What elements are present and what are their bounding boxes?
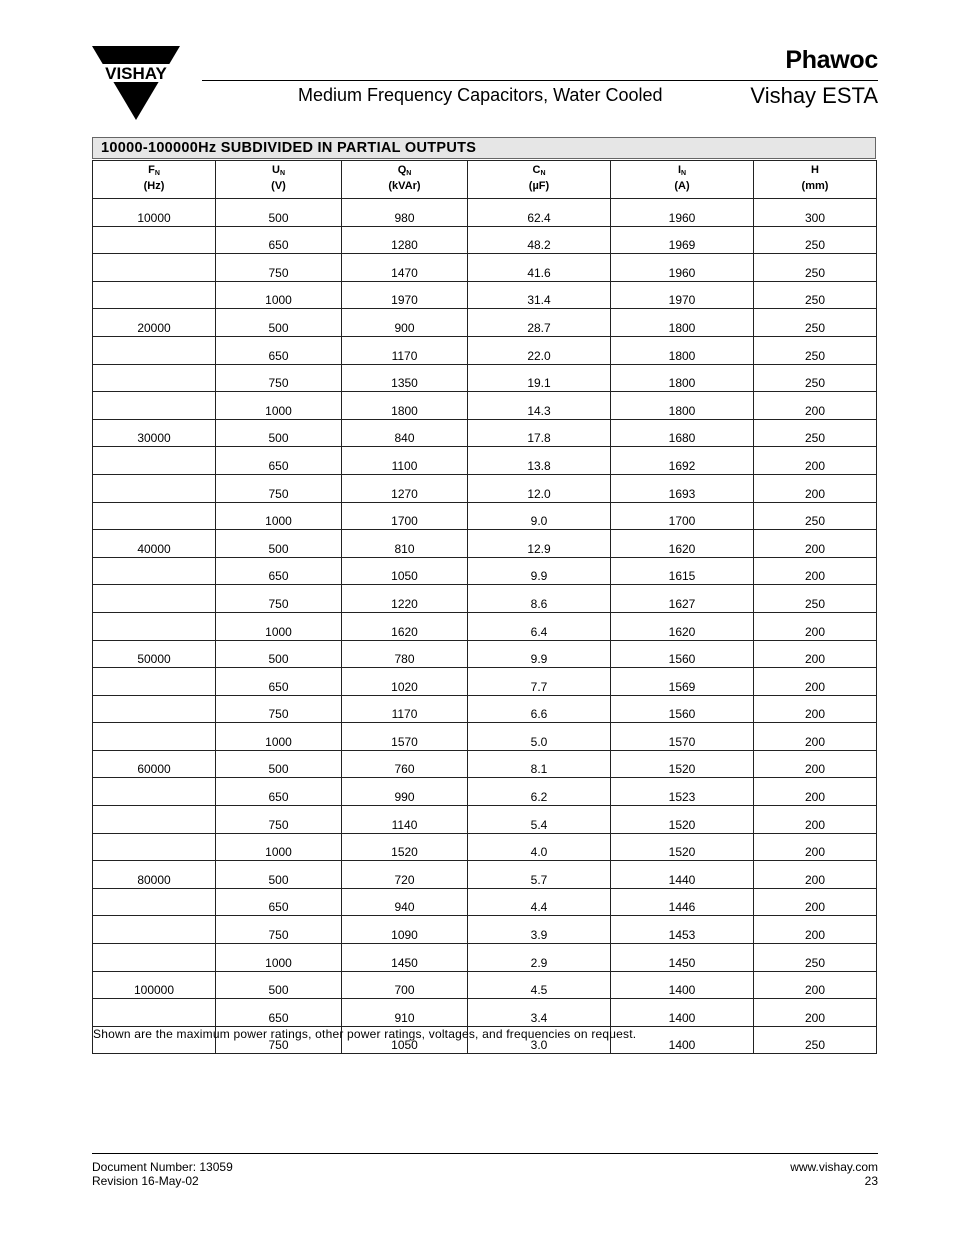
table-cell: 1050 — [342, 1026, 468, 1054]
table-cell: 200 — [754, 612, 877, 640]
footer-left — [92, 1160, 233, 1188]
table-row — [93, 750, 877, 778]
table-cell — [93, 392, 216, 420]
table-cell: 750 — [216, 1026, 342, 1054]
table-row — [93, 778, 877, 806]
table-cell: 13.8 — [468, 447, 611, 475]
section-title: 10000-100000Hz SUBDIVIDED IN PARTIAL OUTPUTS — [92, 137, 876, 159]
table-cell: 200 — [754, 723, 877, 751]
table-cell: 500 — [216, 530, 342, 558]
table-row — [93, 392, 877, 420]
table-row — [93, 447, 877, 475]
table-cell: 1569 — [611, 668, 754, 696]
table-row — [93, 888, 877, 916]
table-cell: 7.7 — [468, 668, 611, 696]
table-cell — [93, 281, 216, 309]
vishay-logo — [92, 46, 180, 120]
table-cell: 4.4 — [468, 888, 611, 916]
table-cell: 6.4 — [468, 612, 611, 640]
table-row — [93, 999, 877, 1027]
table-cell: 1700 — [611, 502, 754, 530]
table-cell: 200 — [754, 778, 877, 806]
table-cell: 720 — [342, 861, 468, 889]
table-row — [93, 474, 877, 502]
table-cell: 1170 — [342, 695, 468, 723]
table-cell: 1570 — [342, 723, 468, 751]
table-cell: 1000 — [216, 502, 342, 530]
table-cell — [93, 723, 216, 751]
table-cell: 1620 — [342, 612, 468, 640]
table-cell: 1090 — [342, 916, 468, 944]
table-row — [93, 364, 877, 392]
table-cell: 9.9 — [468, 640, 611, 668]
table-cell: 1000 — [216, 833, 342, 861]
table-cell: 10000 — [93, 199, 216, 227]
table-cell: 760 — [342, 750, 468, 778]
table-cell — [93, 999, 216, 1027]
table-cell: 1692 — [611, 447, 754, 475]
table-cell: 1140 — [342, 806, 468, 834]
table-cell — [93, 254, 216, 282]
ratings-table — [92, 160, 877, 1054]
table-cell: 3.0 — [468, 1026, 611, 1054]
table-header-row — [93, 161, 877, 199]
table-cell: 200 — [754, 888, 877, 916]
table-cell: 1020 — [342, 668, 468, 696]
table-cell: 750 — [216, 585, 342, 613]
column-header: $U_N$ (V) — [216, 161, 342, 199]
table-row — [93, 861, 877, 889]
table-cell: 250 — [754, 254, 877, 282]
table-cell — [93, 585, 216, 613]
table-cell: 40000 — [93, 530, 216, 558]
table-row — [93, 419, 877, 447]
table-cell — [93, 944, 216, 972]
table-row — [93, 557, 877, 585]
table-cell: 1560 — [611, 695, 754, 723]
column-header: $C_N$ (µF) — [468, 161, 611, 199]
table-cell: 20000 — [93, 309, 216, 337]
table-cell: 1570 — [611, 723, 754, 751]
document-number: Document Number: 13059 — [92, 1160, 233, 1174]
table-cell: 1620 — [611, 612, 754, 640]
table-cell: 1000 — [216, 723, 342, 751]
table-cell: 200 — [754, 833, 877, 861]
table-cell: 3.9 — [468, 916, 611, 944]
table-cell: 250 — [754, 226, 877, 254]
table-cell: 750 — [216, 806, 342, 834]
table-cell: 1680 — [611, 419, 754, 447]
table-cell: 17.8 — [468, 419, 611, 447]
table-cell — [93, 695, 216, 723]
table-cell: 1560 — [611, 640, 754, 668]
table-cell: 700 — [342, 971, 468, 999]
table-cell: 250 — [754, 281, 877, 309]
table-row — [93, 612, 877, 640]
table-cell: 750 — [216, 254, 342, 282]
table-cell: 500 — [216, 861, 342, 889]
table-row — [93, 199, 877, 227]
table-row — [93, 336, 877, 364]
column-header: H (mm) — [754, 161, 877, 199]
table-cell: 200 — [754, 806, 877, 834]
table-cell — [93, 806, 216, 834]
table-cell: 1100 — [342, 447, 468, 475]
table-cell: 650 — [216, 557, 342, 585]
table-cell: 8.1 — [468, 750, 611, 778]
table-cell: 200 — [754, 695, 877, 723]
page-title: Phawoc — [785, 46, 878, 74]
table-cell — [93, 668, 216, 696]
table-cell: 80000 — [93, 861, 216, 889]
table-cell: 4.0 — [468, 833, 611, 861]
table-row — [93, 695, 877, 723]
table-cell: 30000 — [93, 419, 216, 447]
table-cell — [93, 364, 216, 392]
table-cell: 1800 — [342, 392, 468, 420]
table-cell: 1000 — [216, 612, 342, 640]
table-row — [93, 640, 877, 668]
table-cell: 1453 — [611, 916, 754, 944]
table-cell: 200 — [754, 971, 877, 999]
table-cell: 1960 — [611, 254, 754, 282]
table-cell: 250 — [754, 309, 877, 337]
table-row — [93, 309, 877, 337]
table-row — [93, 254, 877, 282]
table-cell: 6.6 — [468, 695, 611, 723]
table-cell: 62.4 — [468, 199, 611, 227]
table-cell — [93, 474, 216, 502]
table-cell: 750 — [216, 916, 342, 944]
table-row — [93, 281, 877, 309]
table-cell: 1446 — [611, 888, 754, 916]
table-row — [93, 833, 877, 861]
table-cell: 810 — [342, 530, 468, 558]
table-row — [93, 806, 877, 834]
table-cell: 3.4 — [468, 999, 611, 1027]
table-cell: 250 — [754, 1026, 877, 1054]
table-cell: 1615 — [611, 557, 754, 585]
table-cell: 200 — [754, 861, 877, 889]
table-cell: 250 — [754, 336, 877, 364]
table-cell: 200 — [754, 668, 877, 696]
table-cell: 1000 — [216, 281, 342, 309]
table-cell: 1800 — [611, 392, 754, 420]
table-row — [93, 530, 877, 558]
table-cell: 9.0 — [468, 502, 611, 530]
table-cell — [93, 778, 216, 806]
table-cell: 300 — [754, 199, 877, 227]
table-cell: 650 — [216, 999, 342, 1027]
table-cell — [93, 336, 216, 364]
table-cell: 910 — [342, 999, 468, 1027]
table-row — [93, 668, 877, 696]
table-cell: 750 — [216, 364, 342, 392]
table-cell: 500 — [216, 419, 342, 447]
table-cell: 250 — [754, 944, 877, 972]
table-cell: 200 — [754, 916, 877, 944]
table-cell: 28.7 — [468, 309, 611, 337]
footer-rule — [92, 1153, 878, 1154]
column-header: $I_N$ (A) — [611, 161, 754, 199]
table-cell: 1350 — [342, 364, 468, 392]
table-cell: 1270 — [342, 474, 468, 502]
table-cell: 1000 — [216, 944, 342, 972]
table-cell: 1470 — [342, 254, 468, 282]
table-cell: 1450 — [611, 944, 754, 972]
table-cell: 1520 — [342, 833, 468, 861]
table-cell: 100000 — [93, 971, 216, 999]
table-cell: 250 — [754, 419, 877, 447]
table-cell: 1170 — [342, 336, 468, 364]
column-header: $Q_N$ (kVAr) — [342, 161, 468, 199]
table-cell: 1520 — [611, 750, 754, 778]
table-cell: 1969 — [611, 226, 754, 254]
table-cell: 1970 — [342, 281, 468, 309]
header-rule — [202, 80, 878, 81]
table-cell: 500 — [216, 640, 342, 668]
table-cell: 1627 — [611, 585, 754, 613]
table-cell: 60000 — [93, 750, 216, 778]
table-cell: 650 — [216, 447, 342, 475]
website-link[interactable]: www.vishay.com — [790, 1160, 878, 1174]
table-cell — [93, 888, 216, 916]
table-cell: 41.6 — [468, 254, 611, 282]
table-cell: 650 — [216, 888, 342, 916]
table-cell: 980 — [342, 199, 468, 227]
table-cell: 940 — [342, 888, 468, 916]
table-cell: 250 — [754, 502, 877, 530]
table-cell: 1520 — [611, 833, 754, 861]
table-cell: 22.0 — [468, 336, 611, 364]
table-cell: 1400 — [611, 999, 754, 1027]
table-cell: 500 — [216, 309, 342, 337]
table-cell — [93, 833, 216, 861]
table-cell: 250 — [754, 364, 877, 392]
table-cell: 200 — [754, 530, 877, 558]
table-row — [93, 585, 877, 613]
table-cell: 1693 — [611, 474, 754, 502]
table-cell: 1400 — [611, 1026, 754, 1054]
table-cell: 4.5 — [468, 971, 611, 999]
table-cell: 200 — [754, 750, 877, 778]
table-cell: 1523 — [611, 778, 754, 806]
table-cell: 650 — [216, 226, 342, 254]
table-cell — [93, 916, 216, 944]
table-row — [93, 226, 877, 254]
table-cell: 1450 — [342, 944, 468, 972]
revision: Revision 16-May-02 — [92, 1174, 199, 1188]
table-cell: 1400 — [611, 971, 754, 999]
footer-right — [790, 1160, 878, 1188]
table-cell: 500 — [216, 971, 342, 999]
table-cell: 9.9 — [468, 557, 611, 585]
table-row — [93, 944, 877, 972]
table-cell: 500 — [216, 750, 342, 778]
table-cell: 12.9 — [468, 530, 611, 558]
table-cell: 840 — [342, 419, 468, 447]
table-cell: 200 — [754, 557, 877, 585]
table-cell: 1520 — [611, 806, 754, 834]
table-cell: 250 — [754, 585, 877, 613]
table-row — [93, 723, 877, 751]
table-cell: 1620 — [611, 530, 754, 558]
table-cell: 31.4 — [468, 281, 611, 309]
table-cell: 200 — [754, 999, 877, 1027]
table-cell: 990 — [342, 778, 468, 806]
table-row — [93, 502, 877, 530]
table-cell: 200 — [754, 474, 877, 502]
table-cell: 5.7 — [468, 861, 611, 889]
table-cell: 1000 — [216, 392, 342, 420]
table-cell: 1960 — [611, 199, 754, 227]
table-cell: 650 — [216, 778, 342, 806]
column-header: $F_N$ (Hz) — [93, 161, 216, 199]
table-cell: 1970 — [611, 281, 754, 309]
table-cell: 650 — [216, 336, 342, 364]
table-cell — [93, 226, 216, 254]
table-row — [93, 916, 877, 944]
table-cell: 2.9 — [468, 944, 611, 972]
page-subtitle: Medium Frequency Capacitors, Water Cooled — [298, 85, 663, 105]
table-cell: 14.3 — [468, 392, 611, 420]
svg-text:VISHAY: VISHAY — [105, 64, 167, 83]
table-cell: 5.4 — [468, 806, 611, 834]
table-cell: 1220 — [342, 585, 468, 613]
table-cell: 1800 — [611, 364, 754, 392]
table-cell: 750 — [216, 695, 342, 723]
table-cell: 12.0 — [468, 474, 611, 502]
table-row — [93, 971, 877, 999]
table-cell: 780 — [342, 640, 468, 668]
table-cell — [93, 502, 216, 530]
table-cell: 900 — [342, 309, 468, 337]
brand-name: Vishay ESTA — [750, 83, 878, 108]
page-number: 23 — [864, 1174, 878, 1188]
table-cell: 1800 — [611, 309, 754, 337]
table-cell: 50000 — [93, 640, 216, 668]
table-cell: 500 — [216, 199, 342, 227]
table-cell — [93, 612, 216, 640]
table-cell: 200 — [754, 392, 877, 420]
footnote: Shown are the maximum power ratings, other power ratings, voltages, and frequencies on request. — [93, 1027, 637, 1041]
table-cell: 1700 — [342, 502, 468, 530]
table-cell — [93, 447, 216, 475]
table-cell: 1800 — [611, 336, 754, 364]
table-cell: 48.2 — [468, 226, 611, 254]
table-cell: 750 — [216, 474, 342, 502]
table-cell: 5.0 — [468, 723, 611, 751]
table-cell: 19.1 — [468, 364, 611, 392]
table-cell: 200 — [754, 640, 877, 668]
table-cell — [93, 557, 216, 585]
table-cell: 650 — [216, 668, 342, 696]
table-body — [93, 199, 877, 1054]
table-cell: 1280 — [342, 226, 468, 254]
table-cell: 6.2 — [468, 778, 611, 806]
table-cell: 1050 — [342, 557, 468, 585]
table-cell: 8.6 — [468, 585, 611, 613]
table-cell: 1440 — [611, 861, 754, 889]
table-cell: 200 — [754, 447, 877, 475]
